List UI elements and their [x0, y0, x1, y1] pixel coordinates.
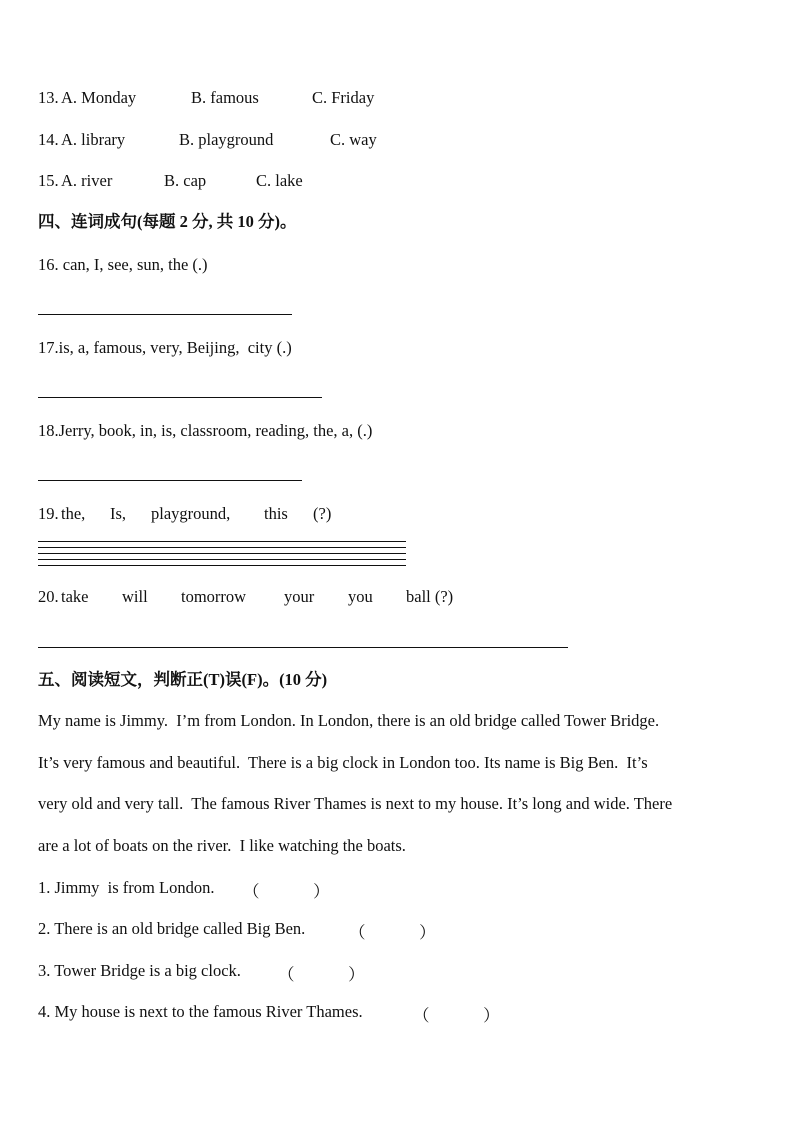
section-4-heading: 四、连词成句(每题 2 分, 共 10 分)。 [38, 212, 297, 231]
answer-line-18[interactable] [38, 480, 302, 481]
passage-line: It’s very famous and beautiful. There is a big clock in London too. Its name is Big Ben. It’s [38, 753, 648, 772]
question-18: 18.Jerry, book, in, is, classroom, reading, the, a, (.) [38, 421, 373, 440]
writing-line [38, 553, 406, 554]
question-number: 20. [38, 587, 59, 606]
tf-question-text: 4. My house is next to the famous River Thames. [38, 1002, 363, 1021]
answer-parentheses[interactable]: （ ） [413, 1006, 500, 1025]
word: this [264, 504, 288, 523]
mc-option-b: B. playground [179, 130, 274, 149]
question-16: 16. can, I, see, sun, the (.) [38, 255, 208, 274]
word: ball (?) [406, 587, 454, 606]
mc-number: 15. [38, 171, 59, 190]
question-number: 19. [38, 504, 59, 523]
passage-line: are a lot of boats on the river. I like watching the boats. [38, 836, 406, 855]
writing-line [38, 547, 406, 548]
passage-line: My name is Jimmy. I’m from London. In London, there is an old bridge called Tower Bridge. [38, 711, 660, 730]
word: the, [61, 504, 86, 523]
mc-number: 14. [38, 130, 59, 149]
answer-line-16[interactable] [38, 314, 292, 315]
answer-line-20[interactable] [38, 647, 568, 648]
word: Is, [110, 504, 127, 523]
writing-line [38, 565, 406, 566]
word: you [348, 587, 373, 606]
answer-parentheses[interactable]: （ ） [243, 882, 330, 901]
answer-parentheses[interactable]: （ ） [278, 965, 365, 984]
word: (?) [313, 504, 332, 523]
tf-question-text: 1. Jimmy is from London. [38, 878, 215, 897]
answer-line-17[interactable] [38, 397, 322, 398]
word: your [284, 587, 315, 606]
passage-line: very old and very tall. The famous River Thames is next to my house. It’s long and wide. There [38, 794, 673, 813]
tf-question-text: 2. There is an old bridge called Big Ben. [38, 919, 306, 938]
word: tomorrow [181, 587, 247, 606]
word: will [122, 587, 148, 606]
word: take [61, 587, 89, 606]
mc-option-c: C. lake [256, 171, 303, 190]
question-17: 17.is, a, famous, very, Beijing, city (.) [38, 338, 292, 357]
mc-option-a: A. library [61, 130, 126, 149]
word: playground, [151, 504, 231, 523]
mc-option-c: C. Friday [312, 88, 375, 107]
section-5-heading: 五、阅读短文，判断正(T)误(F)。(10 分) [38, 670, 328, 689]
writing-line [38, 541, 406, 542]
mc-number: 13. [38, 88, 59, 107]
answer-parentheses[interactable]: （ ） [349, 923, 436, 942]
writing-line [38, 559, 406, 560]
mc-option-a: A. Monday [61, 88, 137, 107]
mc-option-b: B. cap [164, 171, 207, 190]
mc-option-b: B. famous [191, 88, 259, 107]
tf-question-text: 3. Tower Bridge is a big clock. [38, 961, 241, 980]
mc-option-c: C. way [330, 130, 377, 149]
mc-option-a: A. river [61, 171, 113, 190]
